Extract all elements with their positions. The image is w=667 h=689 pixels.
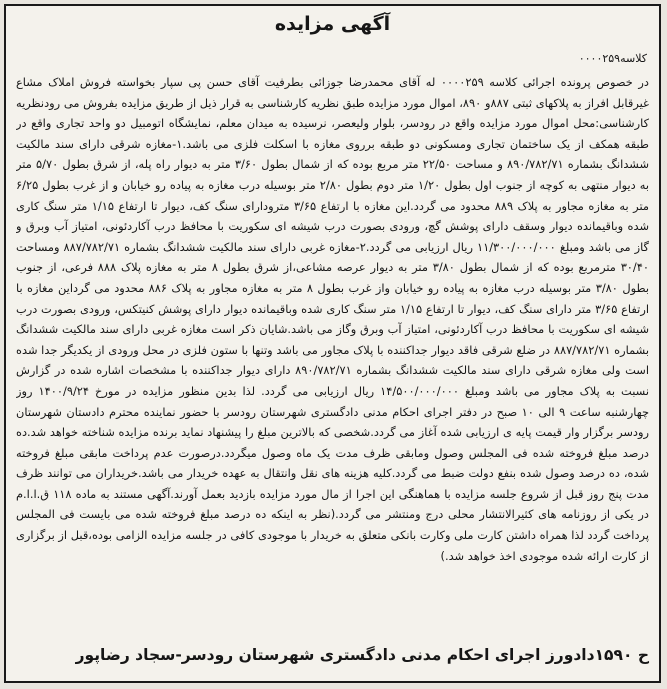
case-class-number: کلاسه۰۰۰۰۲۵۹ xyxy=(578,52,647,65)
notice-title: آگهی مزایده xyxy=(274,13,391,35)
notice-signature: ح ۱۵۹۰دادورز اجرای احکام مدنی دادگستری شهرستان رودسر-سجاد رضاپور xyxy=(75,646,649,664)
notice-page xyxy=(4,4,661,683)
notice-body: در خصوص پرونده اجرائی کلاسه ۰۰۰۰۲۵۹ له آقای محمدرضا جوزائی بطرفیت آقای حسن پی سپار بخواسته فروش املاک مشاع غیرقابل افراز به پلاکهای ثبتی ۸۸۷و ۸۹۰، اموال مورد مزایده طبق نظریه کارشناسی به قرار ذیل از طریق مزایده بفروش می رودنظریه کارشناسی:محل اموال مورد مزایده واقع در رودسر، بلوار ولیعصر، نرسیده به میدان معلم، نمایشگاه اتومبیل دو واحد تجاری واقع در طبقه همکف از یک ساختمان تجاری ومسکونی دو طبقه برروی مغازه با اسکلت فلزی می باشد.۱-مغازه شرقی دارای سند مالکیت ششدانگ بشماره ۸۹۰/۷۸۲/۷۱ و مساحت ۲۲/۵۰ متر مربع بوده که از شمال بطول ۳/۶۰ متر به دیوار راه پله، از شرق بطول ۵/۷۰ متر به دیوار منتهی به کوچه از جنوب اول بطول ۱/۲۰ متر دوم بطول ۲/۸۰ متر بوسیله درب مغازه به پیاده رو خیابان و از غرب بطول ۶/۲۵ متر به مغازه مجاور به پلاک ۸۸۹ محدود می گردد.این مغازه با ارتفاع ۳/۶۵ مترودارای سنگ کف، دیوار تا ارتفاع ۱/۱۵ متر سنگ کاری شده وباقیمانده دیوار وسقف دارای پوشش گچ، ورودی بصورت درب شیشه ای سکوریت با محافظ درب آکاردئونی، امتیاز آب وبرق و گاز می باشد ومبلغ ۱۱/۳۰۰/۰۰۰/۰۰۰ ریال ارزیابی می گردد.۲-مغازه غربی دارای سند مالکیت ششدانگ بشماره ۸۸۷/۷۸۲/۷۱ ومساحت ۳۰/۴۰ مترمربع بوده که از شمال بطول ۳/۸۰ متر به دیوار عرصه مشاعی،از شرق بطول ۸ متر به مغازه پلاک ۸۸۸ فرعی، از جنوب بطول ۳/۸۰ متر بوسیله درب مغازه به پیاده رو خیابان واز غرب بطول ۸ متر به مغازه مجاور به پلاک ۸۸۶ محدود می گرداین مغازه با ارتفاع ۳/۶۵ متر دارای سنگ کف، دیوار تا ارتفاع ۱/۱۵ متر سنگ کاری شده وباقیمانده دیوار دارای پوشش کنیتکس، ورودی بصورت درب شیشه ای سکوریت با محافظ درب آکاردئونی، امتیاز آب وبرق وگاز می باشد.شایان ذکر است مغازه غربی دارای سند مالکیت ششدانگ بشماره ۸۸۷/۷۸۲/۷۱ در ضلع شرقی فاقد دیوار جداکننده با پلاک مجاور می باشد وتنها با ستون فلزی در محل ورودی از یکدیگر جدا شده است ولی مغازه شرقی دارای سند مالکیت ششدانگ بشماره ۸۹۰/۷۸۲/۷۱ دارای دیوار جداکننده با مشخصات اشاره شده در گزارش نسبت به پلاک مجاور می باشد ومبلغ ۱۴/۵۰۰/۰۰۰/۰۰۰ ریال ارزیابی می گردد. لذا بدین منظور مزایده در مورخ ۱۴۰۰/۹/۲۴ روز چهارشنبه ساعت ۹ الی ۱۰ صبح در دفتر اجرای احکام مدنی دادگستری شهرستان رودسر با حضور نماینده محترم دادستان شهرستان رودسر برگزار وار قیمت پایه ی ارزیابی شده آغاز می گردد.شخصی که بالاترین مبلغ را پیشنهاد نماید برنده مزایده شناخته خواهد شد.ده درصد مبلغ فروخته شده فی المجلس وصول ومابقی ظرف مدت یک ماه وصول میگردد.درصورت عدم پرداخت مابقی مبلغ فروخته شده، ده درصد وصول شده بنفع دولت ضبط می گردد.کلیه هزینه های نقل وانتقال به عهده خریدار می باشد.خریداران می توانند ظرف مدت پنج روز قبل از شروع جلسه مزایده با هماهنگی این اجرا از مال مورد مزایده بازدید بعمل آورند.آگهی مستند به ماده ۱۱۸ ق.ا.ا.م در یکی از روزنامه های کثیرالانتشار محلی درج ومنتشر می گردد.(نظر به اینکه ده درصد مبلغ فروخته شده می بایست فی المجلس پرداخت گردد لذا همراه داشتن کارت ملی وکارت بانکی متعلق به خریدار با موجودی کافی در جلسه مزایده الزامی بوده،قبل از برگزاری از کارت ارائه شده موجودی اخذ خواهد شد.) xyxy=(16,75,649,563)
